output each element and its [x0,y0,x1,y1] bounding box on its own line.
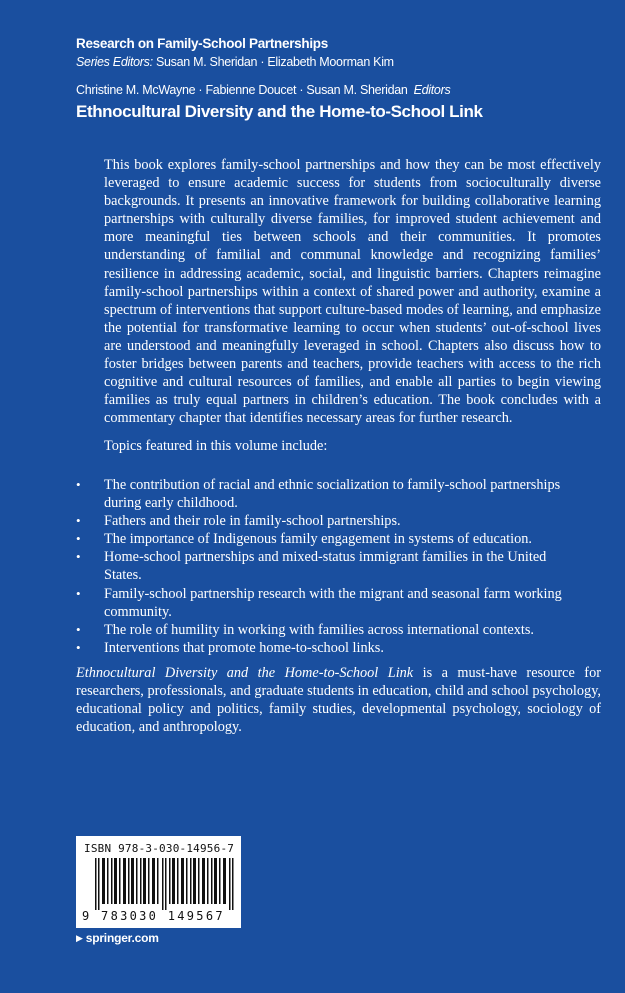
topic-item: • Home-school partnerships and mixed-status immigrant families in the United States. [76,548,586,584]
book-editors-names: Christine M. McWayne · Fabienne Doucet · Susan M. Sheridan [76,83,408,97]
topic-item: • The role of humility in working with families across international contexts. [76,621,586,639]
closing-text: is a must-have resource for researchers, professionals, and graduate students in education, child and school psychology, educational policy and politics, family studies, developmental psychology, sociology of education, and anthropology. [76,665,601,736]
book-title: Ethnocultural Diversity and the Home-to-School Link [76,102,483,121]
topic-item: • Interventions that promote home-to-school links. [76,639,586,657]
series-editors [76,55,394,69]
topics-intro: Topics featured in this volume include: [104,438,328,454]
book-editors-label: Editors [413,83,451,97]
springer-link[interactable] [76,931,159,945]
topics-list [76,476,586,657]
topic-item: • The importance of Indigenous family engagement in systems of education. [76,530,586,548]
topic-item: • Family-school partnership research with the migrant and seasonal farm working community. [76,585,586,621]
barcode-digits: 9 783030 149567 [82,909,225,923]
barcode-icon [95,858,235,910]
arrow-right-icon: ▶ [76,933,83,943]
isbn-label: ISBN 978-3-030-14956-7 [84,842,235,855]
isbn-barcode [76,836,241,928]
closing-paragraph [76,664,601,736]
series-editors-label: Series Editors: [76,55,153,69]
topic-item: • The contribution of racial and ethnic socialization to family-school partnerships during early childhood. [76,476,586,512]
book-editors [76,83,450,97]
closing-book-title: Ethnocultural Diversity and the Home-to-School Link [76,665,414,681]
book-description: This book explores family-school partnerships and how they can be most effectively leveraged to ensure academic success for students from socioculturally diverse backgrounds. It presents an innovative framework for building collaborative learning partnerships with culturally diverse families, for improved student achievement and more meaningful ties between schools and their communities. It promotes understanding of familial and communal knowledge and recognizing families’ resilience in addressing academic, social, and linguistic barriers. Chapters reimagine family-school partnerships within a context of shared power and authority, examine a spectrum of interventions that support culture-based modes of learning, and emphasize the potential for transformative learning to occur when students’ out-of-school lives are understood and meaningfully leveraged in school. Chapters also discuss how to foster bridges between parents and teachers, provide teachers with access to the rich cognitive and cultural resources of families, and enable all parties to begin viewing families as truly equal partners in children’s education. The book concludes with a commentary chapter that identifies necessary areas for further research. [104,157,601,427]
topic-item: • Fathers and their role in family-school partnerships. [76,512,586,530]
series-title: Research on Family-School Partnerships [76,36,328,51]
springer-link-label: springer.com [85,931,159,945]
series-editors-names: Susan M. Sheridan · Elizabeth Moorman Kim [155,55,394,69]
